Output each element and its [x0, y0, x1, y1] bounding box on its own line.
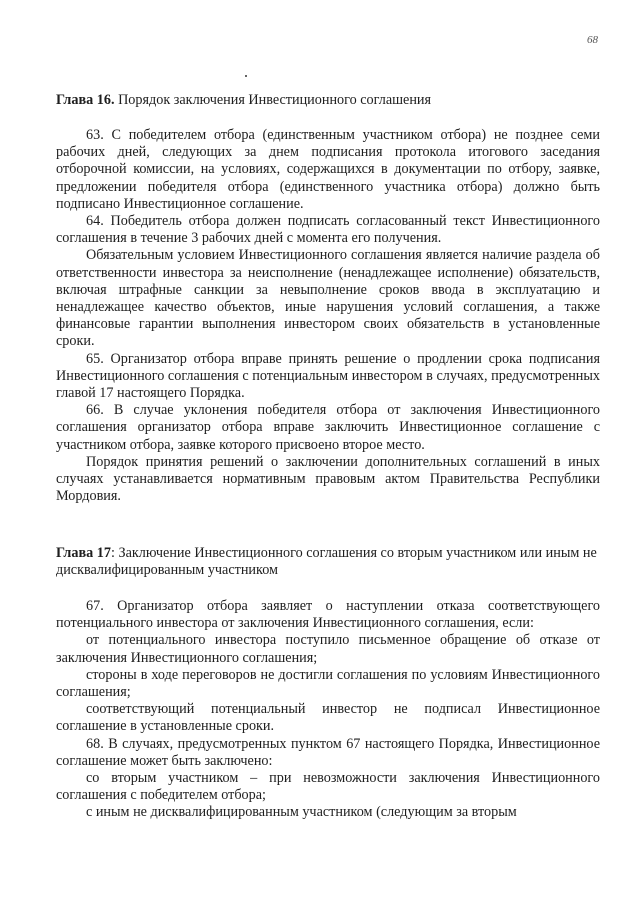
page-number: 68	[587, 34, 598, 46]
paragraph-63: 63. С победителем отбора (единственным участником отбора) не позднее семи рабочих дней, следующих за днем подписания протокола итогового заседания отборочной комиссии, на условиях, содержащихся в документации по отбору, заявке, предложении победителя отбора (единственного участника отбора) должно быть подписано Инвестиционное соглашение.	[56, 127, 600, 212]
paragraph-64: 64. Победитель отбора должен подписать согласованный текст Инвестиционного соглашения в течение 3 рабочих дней с момента его получения.	[56, 213, 600, 247]
list-item-not-signed: соответствующий потенциальный инвестор не подписал Инвестиционное соглашение в установленные сроки.	[56, 701, 600, 735]
list-item-no-agreement: стороны в ходе переговоров не достигли соглашения по условиям Инвестиционного соглашения;	[56, 666, 600, 701]
paragraph-additional-agreements: Порядок принятия решений о заключении дополнительных соглашений в иных случаях устанавливается нормативным правовым актом Правительства Республики Мордовия.	[56, 453, 600, 505]
chapter-16-body	[56, 127, 600, 505]
chapter-16-heading	[56, 92, 604, 109]
chapter-16-label: Глава 16.	[56, 92, 115, 108]
chapter-16-title: Порядок заключения Инвестиционного соглашения	[114, 92, 432, 108]
paragraph-obligatory-condition: Обязательным условием Инвестиционного соглашения является наличие раздела об ответственности инвестора за неисполнение (ненадлежащее исполнение) обязательств, включая штрафные санкции за невыполнение сроков ввода в эксплуатацию и ненадлежащее качество объектов, иные нарушения условий соглашения, а также финансовые гарантии выполнения инвестором своих обязательств в установленные сроки.	[56, 247, 600, 350]
list-item-refusal-letter: от потенциального инвестора поступило письменное обращение об отказе от заключения Инвестиционного соглашения;	[56, 632, 600, 666]
paragraph-66: 66. В случае уклонения победителя отбора от заключения Инвестиционного соглашения организатор отбора вправе заключить Инвестиционное соглашение с участником отбора, заявке которого присвоено второе место.	[56, 402, 600, 453]
chapter-17-body	[56, 598, 600, 822]
list-item-other-participant: с иным не дисквалифицированным участником (следующим за вторым	[86, 804, 517, 821]
paragraph-67: 67. Организатор отбора заявляет о наступлении отказа соответствующего потенциального инвестора от заключения Инвестиционного соглашения, если:	[56, 598, 600, 632]
chapter-17-heading	[56, 545, 604, 579]
paragraph-65: 65. Организатор отбора вправе принять решение о продлении срока подписания Инвестиционного соглашения с потенциальным инвестором в случаях, предусмотренных главой 17 настоящего Порядка.	[56, 350, 600, 402]
paragraph-68: 68. В случаях, предусмотренных пунктом 67 настоящего Порядка, Инвестиционное соглашение может быть заключено:	[56, 735, 600, 769]
chapter-17-label: Глава 17	[56, 545, 111, 561]
chapter-17-title: : Заключение Инвестиционного соглашения со вторым участником или иным не дисквалифицированным участником	[56, 545, 597, 578]
scan-speck	[245, 75, 247, 77]
list-item-second-participant: со вторым участником – при невозможности заключения Инвестиционного соглашения с победителем отбора;	[56, 770, 600, 804]
